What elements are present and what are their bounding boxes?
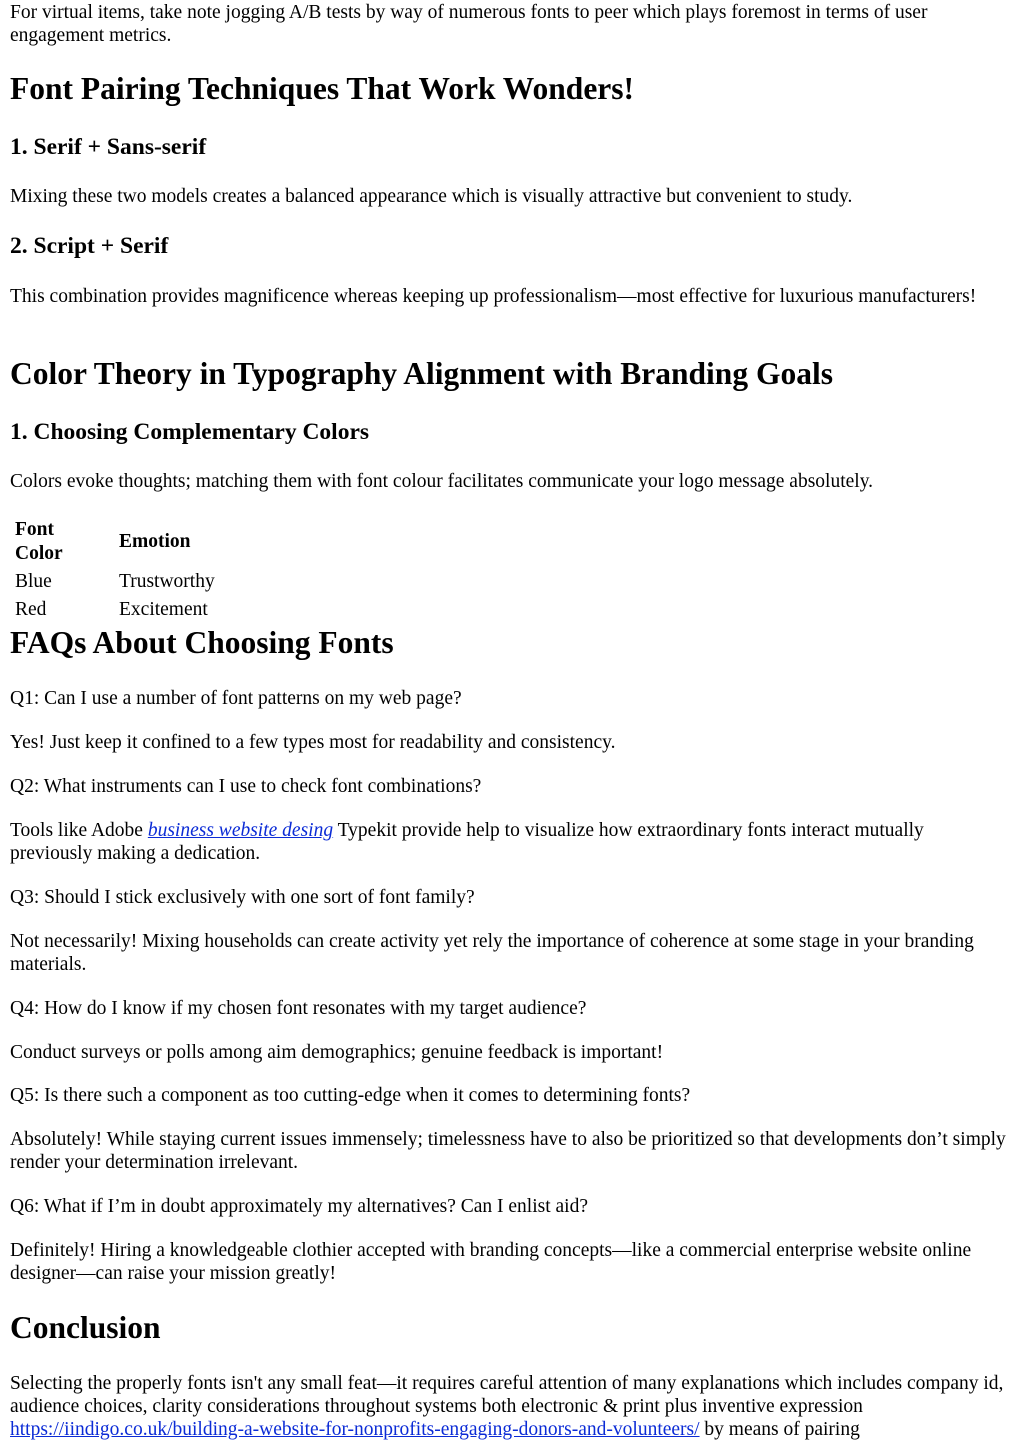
pairing-item-2-text: This combination provides magnificence whereas keeping up professionalism—most effective for luxurious manufacturers! xyxy=(10,286,977,307)
faq-question-5: Q5: Is there such a component as too cutting-edge when it comes to determining fonts? xyxy=(10,1085,691,1106)
table-cell: Blue xyxy=(15,571,52,592)
pairing-item-1-title: 1. Serif + Sans-serif xyxy=(10,134,207,160)
color-subheading: 1. Choosing Complementary Colors xyxy=(10,419,370,445)
faq-question-3: Q3: Should I stick exclusively with one sort of font family? xyxy=(10,887,475,908)
faq-answer-6: Definitely! Hiring a knowledgeable clothier accepted with branding concepts—like a commercial enterprise website online designer—can raise your mission greatly! xyxy=(10,1240,972,1284)
table-row xyxy=(14,597,216,623)
table-header-row xyxy=(14,517,216,567)
conclusion-text-before: Selecting the properly fonts isn't any small feat—it requires careful attention of many explanations which includes company id, audience choices, clarity considerations throughout systems both electronic & print plus inventive expression xyxy=(10,1373,1004,1417)
faq-answer-2-text-before: Tools like Adobe xyxy=(10,820,148,841)
table-cell: Trustworthy xyxy=(119,571,215,592)
color-paragraph: Colors evoke thoughts; matching them with font colour facilitates communicate your logo message absolutely. xyxy=(10,471,874,492)
conclusion-text-after: by means of pairing xyxy=(699,1419,860,1440)
color-heading: Color Theory in Typography Alignment with Branding Goals xyxy=(10,356,833,391)
table-cell: Excitement xyxy=(119,599,208,620)
conclusion-heading: Conclusion xyxy=(10,1310,161,1345)
table-row xyxy=(14,569,216,595)
faq-question-6: Q6: What if I’m in doubt approximately my alternatives? Can I enlist aid? xyxy=(10,1196,588,1217)
table-header-cell: Font Color xyxy=(15,519,63,564)
faq-answer-4: Conduct surveys or polls among aim demographics; genuine feedback is important! xyxy=(10,1042,664,1063)
faq-question-2: Q2: What instruments can I use to check font combinations? xyxy=(10,776,482,797)
conclusion-paragraph xyxy=(10,1372,1010,1441)
font-color-table xyxy=(12,515,218,625)
pairing-item-2-title: 2. Script + Serif xyxy=(10,233,169,259)
table-cell: Red xyxy=(15,599,47,620)
faq-heading: FAQs About Choosing Fonts xyxy=(10,625,394,660)
faq-answer-2-text-after: Typekit provide help to visualize how extraordinary fonts interact mutually previously making a dedication. xyxy=(10,820,924,864)
faq-answer-5: Absolutely! While staying current issues immensely; timelessness have to also be prioritized so that developments don’t simply render your determination irrelevant. xyxy=(10,1129,1006,1173)
faq-answer-1: Yes! Just keep it confined to a few types most for readability and consistency. xyxy=(10,732,616,753)
pairing-heading: Font Pairing Techniques That Work Wonders! xyxy=(10,71,635,106)
faq-question-4: Q4: How do I know if my chosen font resonates with my target audience? xyxy=(10,998,587,1019)
iindigo-link[interactable]: https://iindigo.co.uk/building-a-website-for-nonprofits-engaging-donors-and-volunteers/ xyxy=(10,1419,700,1440)
business-website-link[interactable]: business website desing xyxy=(147,820,334,841)
faq-answer-3: Not necessarily! Mixing households can create activity yet rely the importance of coherence at some stage in your branding materials. xyxy=(10,931,974,975)
intro-paragraph: For virtual items, take note jogging A/B tests by way of numerous fonts to peer which plays foremost in terms of user engagement metrics. xyxy=(10,2,928,46)
faq-answer-2 xyxy=(10,819,1010,865)
pairing-item-1-text: Mixing these two models creates a balanced appearance which is visually attractive but convenient to study. xyxy=(10,186,853,207)
faq-question-1: Q1: Can I use a number of font patterns on my web page? xyxy=(10,688,462,709)
table-header-cell: Emotion xyxy=(119,531,191,552)
